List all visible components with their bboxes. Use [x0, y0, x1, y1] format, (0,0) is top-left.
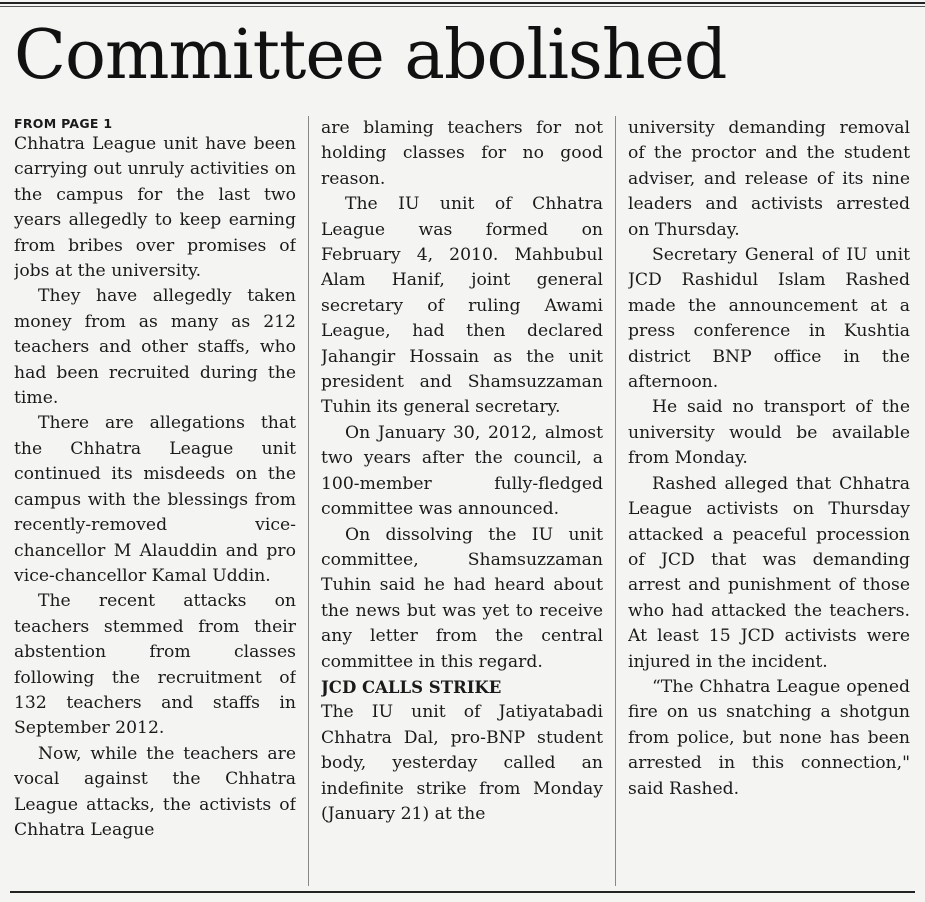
paragraph: He said no transport of the university would be available from Monday.	[628, 397, 910, 469]
paragraph: are blaming teachers for not holding classes for no good reason.	[321, 118, 603, 189]
paragraph: On dissolving the IU unit committee, Shamsuzzaman Tuhin said he had heard about the news but was yet to receive any letter from the central committee in this regard.	[321, 524, 603, 672]
headline: Committee abolished	[14, 16, 727, 95]
paragraph: Rashed alleged that Chhatra League activists on Thursday attacked a peaceful procession of JCD that was demanding arrest and punishment of those who had attacked the teachers. At least 15 JCD activists were injured in the incident.	[628, 473, 910, 672]
paragraph: Now, while the teachers are vocal against the Chhatra League attacks, the activists of Chhatra League	[14, 743, 296, 840]
paragraph: The recent attacks on teachers stemmed from their abstention from classes following the recruitment of 132 teachers and staffs in September 2012.	[14, 591, 296, 739]
paragraph: The IU unit of Chhatra League was formed on February 4, 2010. Mahbubul Alam Hanif, joint general secretary of ruling Awami League, had then declared Jahangir Hossain as the unit president and Shamsuzzaman Tuhin its general secretary.	[321, 194, 603, 418]
subhead: JCD CALLS STRIKE	[321, 677, 502, 697]
paragraph: “The Chhatra League opened fire on us snatching a shotgun from police, but none has been arrested in this connection," said Rashed.	[628, 676, 910, 799]
paragraph: university demanding removal of the proctor and the student adviser, and release of its nine leaders and activists arrested on Thursday.	[628, 118, 910, 240]
column-1	[14, 116, 296, 886]
bottom-rule	[10, 891, 915, 893]
top-rule-thin	[0, 6, 925, 7]
paragraph: Secretary General of IU unit JCD Rashidul Islam Rashed made the announcement at a press conference in Kushtia district BNP office in the afternoon.	[628, 245, 910, 393]
column-divider-1	[308, 116, 309, 886]
column-divider-2	[615, 116, 616, 886]
column-2	[321, 116, 603, 886]
paragraph: The IU unit of Jatiyatabadi Chhatra Dal, pro-BNP student body, yesterday called an indefinite strike from Monday (January 21) at the	[321, 702, 603, 824]
column-3	[628, 116, 910, 886]
paragraph: On January 30, 2012, almost two years after the council, a 100-member fully-fledged committee was announced.	[321, 422, 603, 520]
paragraph: They have allegedly taken money from as many as 212 teachers and other staffs, who had been recruited during the time.	[14, 286, 296, 409]
top-rule	[0, 2, 925, 4]
kicker: FROM PAGE 1	[14, 116, 113, 131]
paragraph: Chhatra League unit have been carrying out unruly activities on the campus for the last two years allegedly to keep earning from bribes over promises of jobs at the university.	[14, 134, 296, 282]
paragraph: There are allegations that the Chhatra League unit continued its misdeeds on the campus with the blessings from recently-removed vice-chancellor M Alauddin and pro vice-chancellor Kamal Uddin.	[14, 413, 296, 586]
